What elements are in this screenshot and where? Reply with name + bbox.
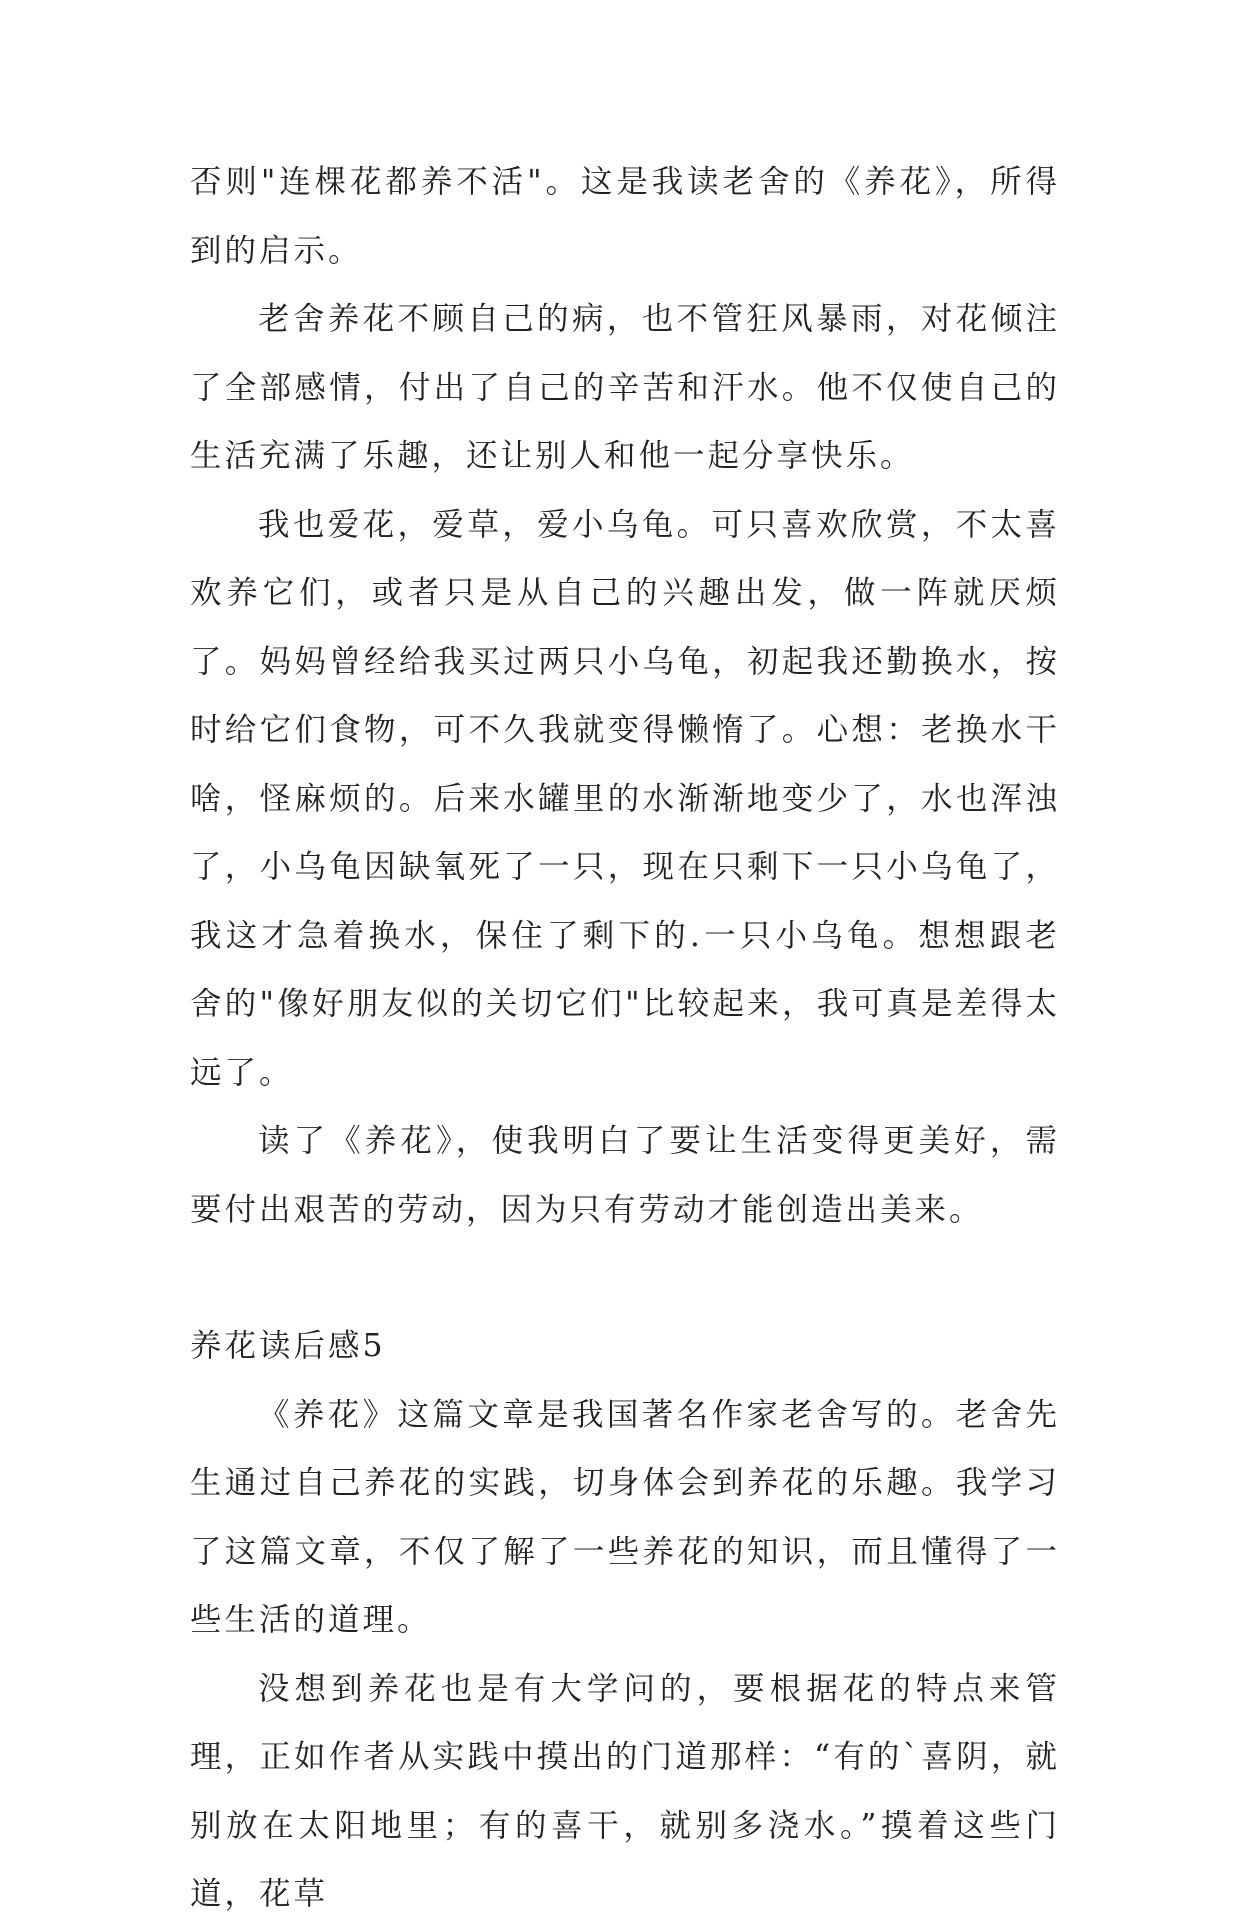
paragraph: 没想到养花也是有大学问的，要根据花的特点来管理，正如作者从实践中摸出的门道那样：“有的`喜阴，就别放在太阳地里；有的喜干，就别多浇水。”摸着这些门道，花草 xyxy=(190,1670,1060,1912)
document-page xyxy=(190,148,1060,1929)
paragraph: 《养花》这篇文章是我国著名作家老舍写的。老舍先生通过自己养花的实践，切身体会到养花的乐趣。我学习了这篇文章，不仅了解了一些养花的知识，而且懂得了一些生活的道理。 xyxy=(190,1396,1060,1638)
paragraph: 老舍养花不顾自己的病，也不管狂风暴雨，对花倾注了全部感情，付出了自己的辛苦和汗水。他不仅使自己的生活充满了乐趣，还让别人和他一起分享快乐。 xyxy=(190,301,1060,474)
section-heading: 养花读后感5 xyxy=(190,1328,386,1364)
paragraph: 读了《养花》，使我明白了要让生活变得更美好，需要付出艰苦的劳动，因为只有劳动才能创造出美来。 xyxy=(190,1123,1060,1228)
paragraph-continuation: 否则"连棵花都养不活"。这是我读老舍的《养花》，所得到的启示。 xyxy=(190,164,1060,269)
paragraph: 我也爱花，爱草，爱小乌龟。可只喜欢欣赏，不太喜欢养它们，或者只是从自己的兴趣出发，做一阵就厌烦了。妈妈曾经给我买过两只小乌龟，初起我还勤换水，按时给它们食物，可不久我就变得懒惰了。心想：老换水干啥，怪麻烦的。后来水罐里的水渐渐地变少了，水也浑浊了，小乌龟因缺氧死了一只，现在只剩下一只小乌龟了，我这才急着换水，保住了剩下的.一只小乌龟。想想跟老舍的"像好朋友似的关切它们"比较起来，我可真是差得太远了。 xyxy=(190,506,1060,1091)
